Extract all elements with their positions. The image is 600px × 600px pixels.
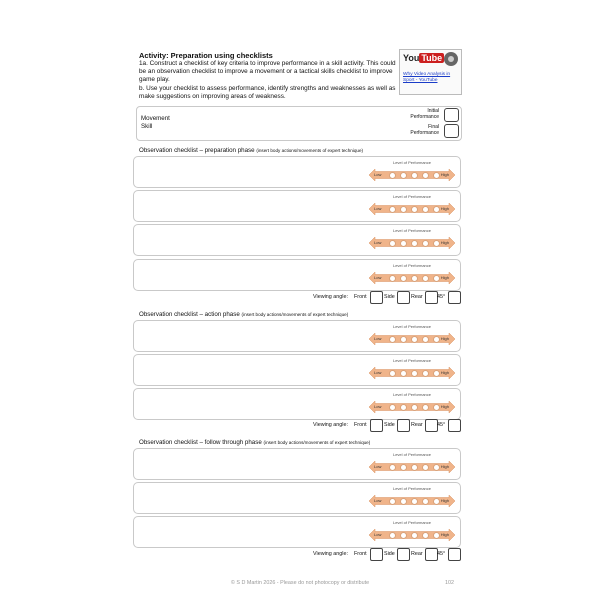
scale-point[interactable] — [433, 240, 440, 247]
scale-point[interactable] — [433, 206, 440, 213]
scale-point[interactable] — [389, 464, 396, 471]
double-arrow-icon — [369, 461, 455, 473]
viewing-label-label: Viewing angle: — [313, 422, 348, 428]
performance-scale — [369, 392, 455, 416]
checklist-row[interactable] — [133, 448, 461, 480]
scale-point[interactable] — [389, 336, 396, 343]
viewing-side-checkbox[interactable] — [397, 548, 410, 561]
section-title — [139, 147, 363, 154]
viewing-rear-label: Rear — [411, 294, 423, 300]
viewing-deg45-label: 45° — [437, 294, 446, 300]
scale-point[interactable] — [433, 532, 440, 539]
scale-low-label: Low — [374, 336, 382, 341]
scale-low-label: Low — [374, 172, 382, 177]
double-arrow-icon — [369, 169, 455, 181]
scale-point[interactable] — [400, 370, 407, 377]
scale-point[interactable] — [422, 532, 429, 539]
checklist-row[interactable] — [133, 259, 461, 291]
scale-title: Level of Performance — [392, 324, 432, 329]
scale-point[interactable] — [411, 532, 418, 539]
scale-point[interactable] — [411, 172, 418, 179]
scale-title: Level of Performance — [392, 452, 432, 457]
double-arrow-icon — [369, 272, 455, 284]
scale-high-label: High — [440, 206, 449, 211]
viewing-side-checkbox[interactable] — [397, 291, 410, 304]
performance-scale — [369, 520, 455, 544]
performance-scale — [369, 358, 455, 382]
viewing-angle-row — [0, 419, 600, 433]
copyright-footer: © S D Martin 2026 - Please do not photocopy or distribute — [230, 580, 370, 586]
performance-scale — [369, 160, 455, 184]
scale-point[interactable] — [389, 206, 396, 213]
scale-point[interactable] — [389, 172, 396, 179]
viewing-angle-row — [0, 548, 600, 562]
scale-point[interactable] — [433, 498, 440, 505]
scale-high-label: High — [440, 404, 449, 409]
viewing-deg45-checkbox[interactable] — [448, 419, 461, 432]
viewing-label-label: Viewing angle: — [313, 294, 348, 300]
section-title — [139, 311, 348, 318]
movement-label: Movement — [141, 115, 170, 122]
final-performance-label: Final Performance — [410, 124, 439, 136]
scale-point[interactable] — [422, 498, 429, 505]
scale-point[interactable] — [400, 404, 407, 411]
scale-point[interactable] — [433, 370, 440, 377]
scale-point[interactable] — [389, 404, 396, 411]
scale-point[interactable] — [400, 532, 407, 539]
checklist-row[interactable] — [133, 156, 461, 188]
double-arrow-icon — [369, 333, 455, 345]
scale-high-label: High — [440, 498, 449, 503]
scale-high-label: High — [440, 370, 449, 375]
scale-point[interactable] — [433, 172, 440, 179]
scale-low-label: Low — [374, 370, 382, 375]
double-arrow-icon — [369, 203, 455, 215]
final-performance-checkbox[interactable] — [444, 124, 459, 138]
viewing-deg45-label: 45° — [437, 422, 446, 428]
scale-title: Level of Performance — [392, 392, 432, 397]
scale-point[interactable] — [422, 370, 429, 377]
scale-point[interactable] — [400, 206, 407, 213]
viewing-front-checkbox[interactable] — [370, 548, 383, 561]
scale-point[interactable] — [433, 275, 440, 282]
scale-point[interactable] — [422, 172, 429, 179]
scale-point[interactable] — [433, 404, 440, 411]
performance-scale — [369, 486, 455, 510]
scale-low-label: Low — [374, 240, 382, 245]
scale-low-label: Low — [374, 404, 382, 409]
performance-scale — [369, 452, 455, 476]
scale-title: Level of Performance — [392, 160, 432, 165]
scale-title: Level of Performance — [392, 194, 432, 199]
viewing-front-checkbox[interactable] — [370, 419, 383, 432]
scale-point[interactable] — [411, 464, 418, 471]
scale-low-label: Low — [374, 498, 382, 503]
scale-low-label: Low — [374, 464, 382, 469]
scale-point[interactable] — [400, 498, 407, 505]
viewing-side-label: Side — [384, 422, 395, 428]
section-note: (insert body actions/movements of expert technique) — [241, 312, 349, 317]
youtube-link-card[interactable] — [399, 49, 462, 95]
viewing-side-label: Side — [384, 551, 395, 557]
viewing-front-label: Front — [354, 422, 367, 428]
scale-low-label: Low — [374, 532, 382, 537]
film-reel-icon — [444, 52, 458, 66]
scale-point[interactable] — [400, 464, 407, 471]
checklist-row[interactable] — [133, 482, 461, 514]
viewing-deg45-checkbox[interactable] — [448, 548, 461, 561]
scale-point[interactable] — [433, 336, 440, 343]
scale-point[interactable] — [411, 498, 418, 505]
scale-point[interactable] — [411, 336, 418, 343]
double-arrow-icon — [369, 237, 455, 249]
scale-point[interactable] — [411, 404, 418, 411]
section-title — [139, 439, 370, 446]
scale-point[interactable] — [433, 464, 440, 471]
performance-scale — [369, 228, 455, 252]
initial-performance-checkbox[interactable] — [444, 108, 459, 122]
scale-point[interactable] — [422, 464, 429, 471]
viewing-label-label: Viewing angle: — [313, 551, 348, 557]
viewing-rear-label: Rear — [411, 551, 423, 557]
scale-point[interactable] — [389, 240, 396, 247]
scale-high-label: High — [440, 464, 449, 469]
viewing-front-checkbox[interactable] — [370, 291, 383, 304]
scale-point[interactable] — [389, 370, 396, 377]
scale-point[interactable] — [411, 275, 418, 282]
youtube-logo: You Tube — [403, 53, 443, 63]
scale-point[interactable] — [422, 275, 429, 282]
viewing-angle-row — [0, 291, 600, 305]
scale-point[interactable] — [400, 336, 407, 343]
performance-scale — [369, 194, 455, 218]
scale-high-label: High — [440, 532, 449, 537]
scale-title: Level of Performance — [392, 486, 432, 491]
double-arrow-icon — [369, 529, 455, 541]
youtube-video-link[interactable]: Why Video Analysis in Sport - YouTube — [403, 72, 451, 83]
checklist-row[interactable] — [133, 516, 461, 548]
scale-point[interactable] — [411, 206, 418, 213]
scale-high-label: High — [440, 172, 449, 177]
scale-title: Level of Performance — [392, 358, 432, 363]
viewing-side-label: Side — [384, 294, 395, 300]
section-title-text: Observation checklist – preparation phase — [139, 147, 255, 154]
scale-point[interactable] — [389, 498, 396, 505]
viewing-front-label: Front — [354, 551, 367, 557]
viewing-side-checkbox[interactable] — [397, 419, 410, 432]
scale-high-label: High — [440, 240, 449, 245]
double-arrow-icon — [369, 367, 455, 379]
scale-low-label: Low — [374, 275, 382, 280]
checklist-row[interactable] — [133, 224, 461, 256]
section-title-text: Observation checklist – action phase — [139, 311, 240, 318]
scale-title: Level of Performance — [392, 520, 432, 525]
scale-low-label: Low — [374, 206, 382, 211]
scale-title: Level of Performance — [392, 263, 432, 268]
activity-title: Activity: Preparation using checklists — [139, 51, 273, 60]
page-number: 102 — [445, 580, 454, 586]
scale-title: Level of Performance — [392, 228, 432, 233]
double-arrow-icon — [369, 495, 455, 507]
scale-point[interactable] — [389, 532, 396, 539]
checklist-row[interactable] — [133, 354, 461, 386]
checklist-row[interactable] — [133, 190, 461, 222]
double-arrow-icon — [369, 401, 455, 413]
scale-point[interactable] — [400, 172, 407, 179]
viewing-deg45-checkbox[interactable] — [448, 291, 461, 304]
scale-point[interactable] — [400, 275, 407, 282]
activity-instructions: 1a. Construct a checklist of key criteria to improve performance in a skill activity. This could be an observation checklist to improve a movement or a tactical skills checklist to improve game play. b. Use your checklist to assess performance, identify strengths and weaknesses as well as make suggestions on improving areas of weakness. — [139, 60, 396, 100]
scale-point[interactable] — [411, 370, 418, 377]
checklist-row[interactable] — [133, 320, 461, 352]
scale-point[interactable] — [400, 240, 407, 247]
scale-point[interactable] — [422, 206, 429, 213]
scale-high-label: High — [440, 336, 449, 341]
skill-label: Skill — [141, 123, 153, 130]
scale-point[interactable] — [411, 240, 418, 247]
section-note: (insert body actions/movements of expert technique) — [256, 148, 364, 153]
scale-point[interactable] — [389, 275, 396, 282]
checklist-row[interactable] — [133, 388, 461, 420]
scale-high-label: High — [440, 275, 449, 280]
viewing-deg45-label: 45° — [437, 551, 446, 557]
viewing-front-label: Front — [354, 294, 367, 300]
scale-point[interactable] — [422, 404, 429, 411]
scale-point[interactable] — [422, 336, 429, 343]
performance-scale — [369, 263, 455, 287]
section-title-text: Observation checklist – follow through phase — [139, 439, 262, 446]
scale-point[interactable] — [422, 240, 429, 247]
performance-scale — [369, 324, 455, 348]
viewing-rear-label: Rear — [411, 422, 423, 428]
initial-performance-label: Initial Performance — [410, 108, 439, 120]
section-note: (insert body actions/movements of expert technique) — [263, 440, 371, 445]
movement-skill-box — [136, 106, 462, 141]
